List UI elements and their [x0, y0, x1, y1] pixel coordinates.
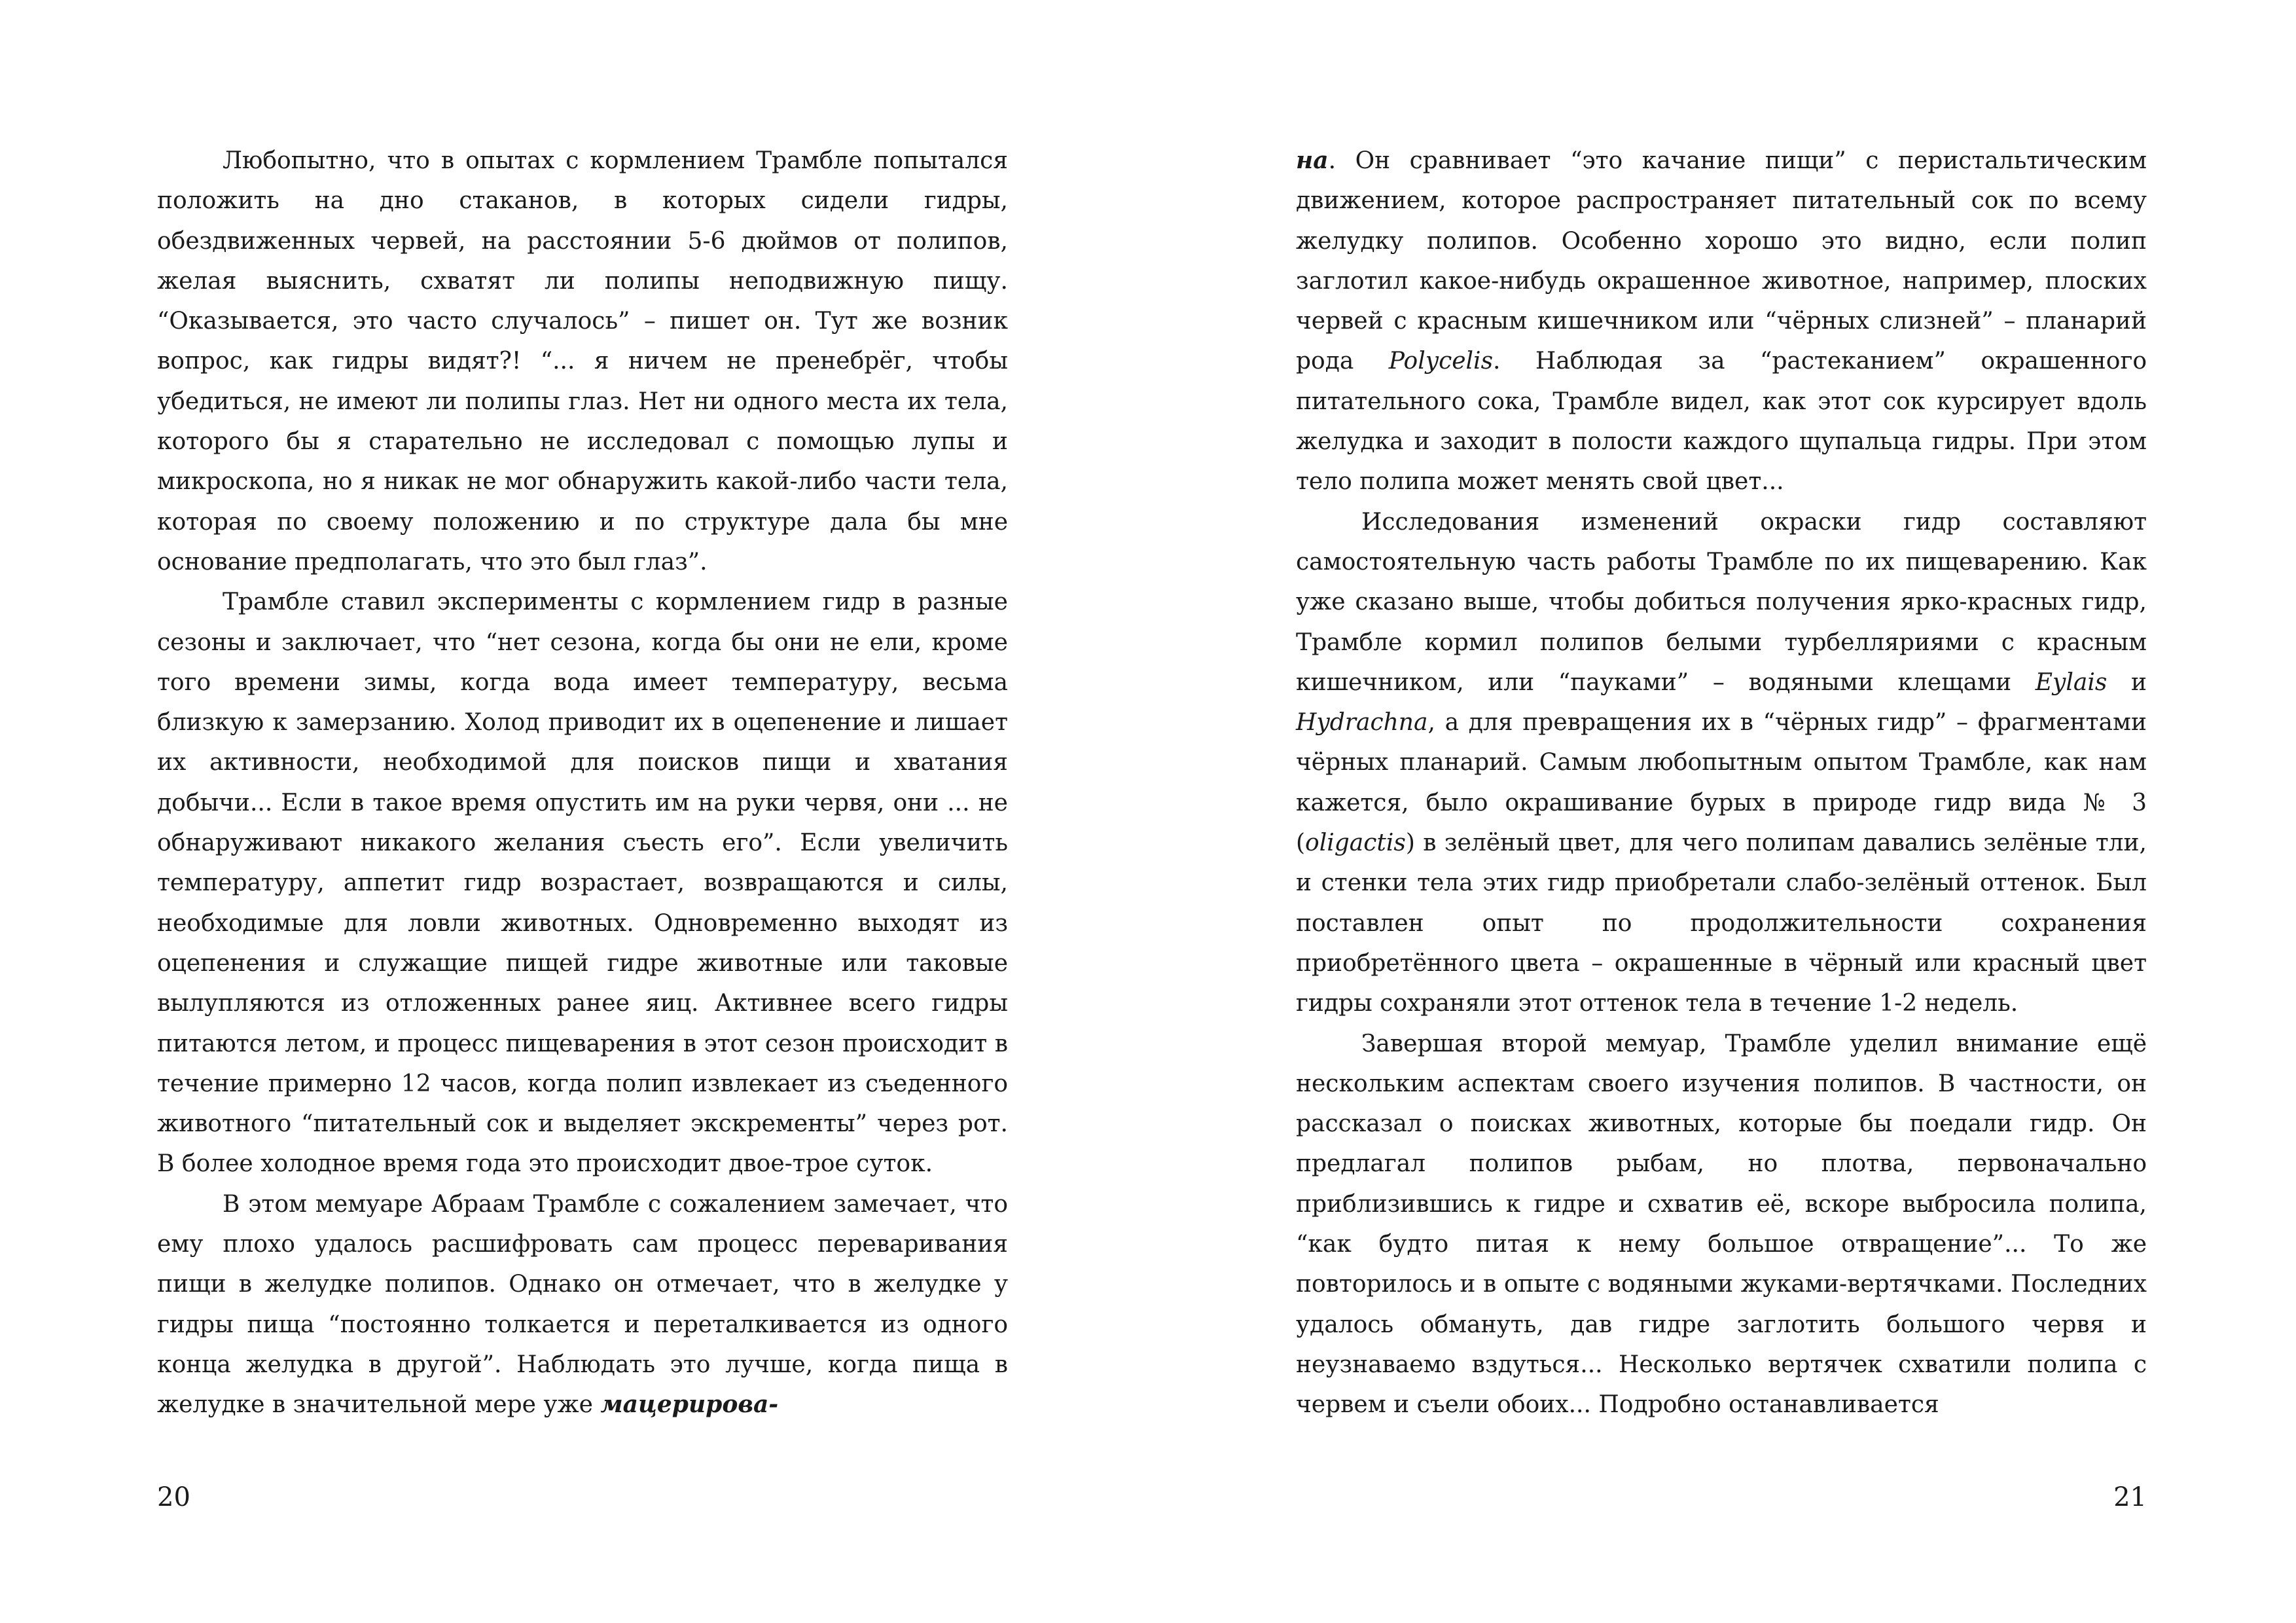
- genus-hydrachna: Hydrachna: [1296, 709, 1428, 737]
- genus-eylais: Eylais: [2035, 668, 2108, 696]
- right-page-text: [1296, 141, 2147, 1425]
- left-paragraph-3-text: В этом мемуаре Абраам Трамбле с сожалением замечает, что ему плохо удалось расшифровать сам процесс переваривания пищи в желудке полипов. Однако он отмечает, что в желудке у гидры пища “постоянно толкается и переталкивается из одного конца желудка в другой”. Наблюдать это лучше, когда пища в желудке в значительной мере уже: [157, 1190, 1008, 1419]
- term-macerated-end: на: [1296, 147, 1329, 174]
- species-oligactis: oligactis: [1305, 830, 1406, 857]
- right-paragraph-1: на. Он сравнивает “это качание пищи” с перистальтическим движением, которое распространяет питательный сок по всему желудку полипов. Особенно хорошо это видно, если полип заглотил какое-нибудь окрашенное животное, например, плоских червей с красным кишечником или “чёрных слизней” – планарий рода Polycelis. Наблюдая за “растеканием” окрашенного питательного сока, Трамбле видел, как этот сок курсирует вдоль желудка и заходит в полости каждого щупальца гидры. При этом тело полипа может менять свой цвет...: [1296, 147, 2147, 496]
- term-macerated-start: мацерирова-: [600, 1391, 779, 1419]
- right-paragraph-3: Завершая второй мемуар, Трамбле уделил внимание ещё нескольким аспектам своего изучения полипов. В частности, он рассказал о поисках животных, которые бы поедали гидр. Он предлагал полипов рыбам, но плотва, первоначально приблизившись к гидре и схватив её, вскоре выбросила полипа, “как будто питая к нему большое отвращение”... То же повторилось и в опыте с водяными жуками-вертячками. Последних удалось обмануть, дав гидре заглотить большого червя и неузнаваемо вздуться... Несколько вертячек схватили полипа с червем и съели обоих... Подробно останавливается: [1296, 1030, 2147, 1419]
- page-number-left: 20: [157, 1482, 190, 1512]
- right-paragraph-2: Исследования изменений окраски гидр составляют самостоятельную часть работы Трамбле по их пищеварению. Как уже сказано выше, чтобы добиться получения ярко-красных гидр, Трамбле кормил полипов белыми турбелляриями с красным кишечником, или “пауками” – водяными клещами Eylais и Hydrachna, а для превращения их в “чёрных гидр” – фрагментами чёрных планарий. Самым любопытным опытом Трамбле, как нам кажется, было окрашивание бурых в природе гидр вида № 3 (oligactis) в зелёный цвет, для чего полипам давались зелёные тли, и стенки тела этих гидр приобретали слабо-зелёный оттенок. Был поставлен опыт по продолжительности сохранения приобретённого цвета – окрашенные в чёрный или красный цвет гидры сохраняли этот оттенок тела в течение 1-2 недель.: [1296, 508, 2147, 1017]
- left-page-text: [157, 141, 1008, 1425]
- left-paragraph-2: Трамбле ставил эксперименты с кормлением гидр в разные сезоны и заключает, что “нет сезона, когда бы они не ели, кроме того времени зимы, когда вода имеет температуру, весьма близкую к замерзанию. Холод приводит их в оцепенение и лишает их активности, необходимой для поисков пищи и хватания добычи... Если в такое время опустить им на руки червя, они ... не обнаруживают никакого желания съесть его”. Если увеличить температуру, аппетит гидр возрастает, возвращаются и силы, необходимые для ловли животных. Одновременно выходят из оцепенения и служащие пищей гидре животные или таковые вылупляются из отложенных ранее яиц. Активнее всего гидры питаются летом, и процесс пищеварения в этот сезон происходит в течение примерно 12 часов, когда полип извлекает из съеденного животного “питательный сок и выделяет экскременты” через рот. В более холодное время года это происходит двое-трое суток.: [157, 589, 1008, 1178]
- left-paragraph-1: Любопытно, что в опытах с кормлением Трамбле попытался положить на дно стаканов, в которых сидели гидры, обездвиженных червей, на расстоянии 5-6 дюймов от полипов, желая выяснить, схватят ли полипы неподвижную пищу. “Оказывается, это часто случалось” – пишет он. Тут же возник вопрос, как гидры видят?! “... я ничем не пренебрёг, чтобы убедиться, не имеют ли полипы глаз. Нет ни одного места их тела, которого бы я старательно не исследовал с помощью лупы и микроскопа, но я никак не мог обнаружить какой-либо части тела, которая по своему положению и по структуре дала бы мне основание предполагать, что это был глаз”.: [157, 147, 1008, 575]
- genus-polycelis: Polycelis: [1388, 348, 1494, 375]
- page-number-right: 21: [2113, 1482, 2147, 1512]
- left-page: [157, 141, 1008, 1425]
- left-paragraph-3: [157, 1184, 1008, 1425]
- right-page: [1296, 141, 2147, 1425]
